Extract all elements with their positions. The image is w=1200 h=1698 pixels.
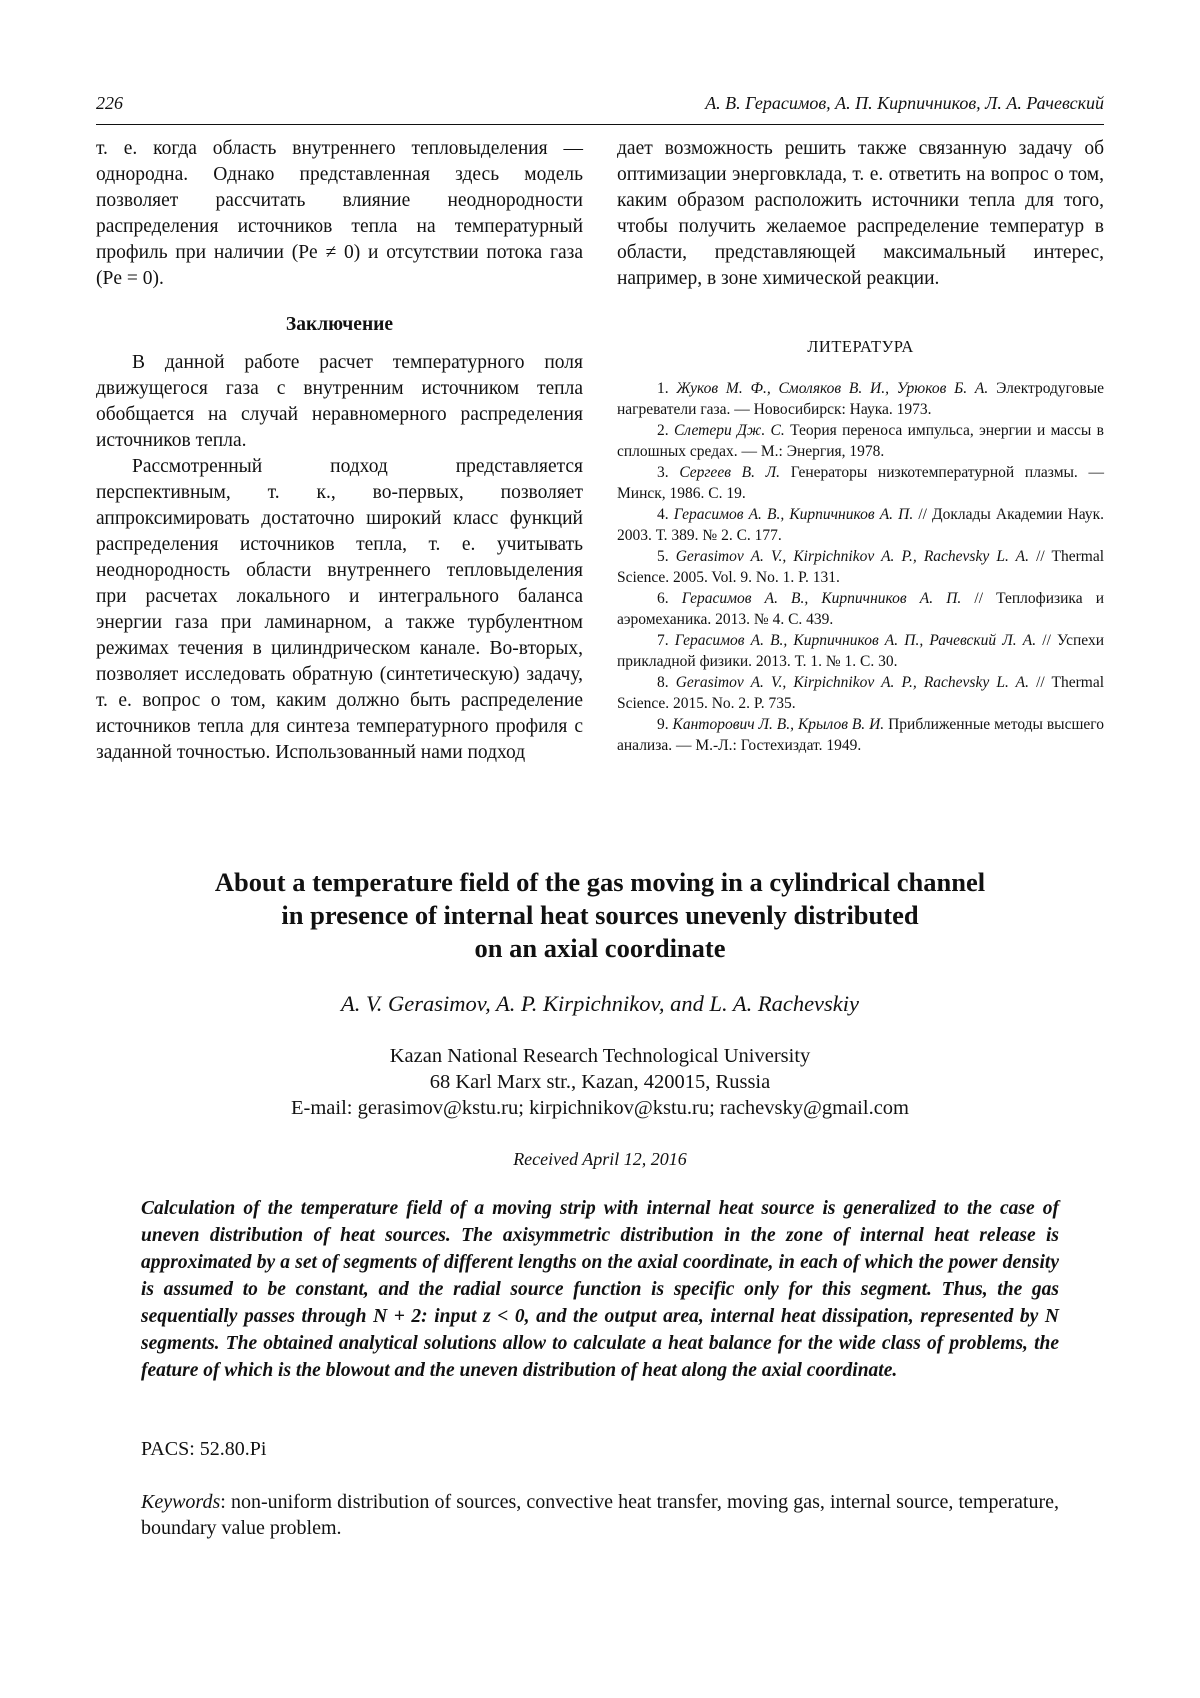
reference-text: Генераторы низкотемпературной плазмы. — Минск, 1986. С. 19. <box>617 464 1104 502</box>
reference-text: // Thermal Science. 2015. No. 2. P. 735. <box>617 674 1105 712</box>
references-list <box>617 378 1104 756</box>
reference-authors: Канторович Л. В., Крылов В. И. <box>672 716 885 733</box>
reference-text: // Thermal Science. 2005. Vol. 9. No. 1. P. 131. <box>617 548 1105 586</box>
reference-item: 2. Слетери Дж. С. Теория переноса импульса, энергии и массы в сплошных средах. — М.: Энергия, 1978. <box>617 422 1104 460</box>
right-paragraph-1: дает возможность решить также связанную задачу об оптимизации энерговклада, т. е. ответить на вопрос о том, каким образом расположить источники тепла для того, чтобы получить желаемое распределение температур в области, представляющей максимальный интерес, например, в зоне химической реакции. <box>617 138 1104 289</box>
affiliation-block <box>96 1043 1104 1121</box>
running-header <box>96 92 1104 114</box>
header-rule <box>96 124 1104 125</box>
reference-authors: Герасимов А. В., Кирпичников А. П. <box>673 506 914 523</box>
header-authors: А. В. Герасимов, А. П. Кирпичников, Л. А. Рачевский <box>705 93 1104 113</box>
left-paragraph-1: т. е. когда область внутреннего тепловыделения — однородна. Однако представленная здесь модель позволяет рассчитать влияние неоднородности распределения источников тепла на температурный профиль при наличии (Pe ≠ 0) и отсутствии потока газа (Pe = 0). <box>96 138 583 289</box>
reference-item: 7. Герасимов А. В., Кирпичников А. П., Рачевский Л. А. // Успехи прикладной физики. 2013. Т. 1. № 1. С. 30. <box>617 632 1105 670</box>
reference-text: Электродуговые нагреватели газа. — Новосибирск: Наука. 1973. <box>617 380 1105 418</box>
reference-item: 9. Канторович Л. В., Крылов В. И. Приближенные методы высшего анализа. — М.-Л.: Гостехиздат. 1949. <box>617 716 1104 754</box>
reference-text: // Теплофизика и аэромеханика. 2013. № 4. С. 439. <box>617 590 1105 628</box>
email-line: E-mail: gerasimov@kstu.ru; kirpichnikov@kstu.ru; rachevsky@gmail.com <box>291 1097 909 1119</box>
keywords-text: : non-uniform distribution of sources, convective heat transfer, moving gas, internal source, temperature, boundary value problem. <box>141 1491 1059 1539</box>
reference-item: 1. Жуков М. Ф., Смоляков В. И., Урюков Б. А. Электродуговые нагреватели газа. — Новосибирск: Наука. 1973. <box>617 380 1105 418</box>
reference-authors: Жуков М. Ф., Смоляков В. И., Урюков Б. А. <box>676 380 989 397</box>
reference-authors: Gerasimov A. V., Kirpichnikov A. P., Rachevsky L. A. <box>675 674 1029 691</box>
english-authors: A. V. Gerasimov, A. P. Kirpichnikov, and L. A. Rachevskiy <box>340 991 860 1016</box>
reference-text: Теория переноса импульса, энергии и массы в сплошных средах. — М.: Энергия, 1978. <box>617 422 1104 460</box>
received-date: Received April 12, 2016 <box>513 1149 687 1169</box>
reference-text: Приближенные методы высшего анализа. — М.-Л.: Гостехиздат. 1949. <box>617 716 1104 754</box>
reference-authors: Герасимов А. В., Кирпичников А. П., Рачевский Л. А. <box>674 632 1037 649</box>
reference-authors: Слетери Дж. С. <box>673 422 785 439</box>
keywords <box>141 1489 1059 1541</box>
abstract: Calculation of the temperature field of a moving strip with internal heat source is generalized to the case of uneven distribution of heat sources. The axisymmetric distribution in the zone of internal heat release is approximated by a set of segments of different lengths on the axial coordinate, in each of which the power density is assumed to be constant, and the radial source function is specific only for this segment. Thus, the gas sequentially passes through N + 2: input z < 0, and the output area, internal heat dissipation, represented by N segments. The obtained analytical solutions allow to calculate a heat balance for the wide class of problems, the feature of which is the blowout and the uneven distribution of heat along the axial coordinate. <box>141 1198 1059 1381</box>
reference-authors: Герасимов А. В., Кирпичников А. П. <box>681 590 962 607</box>
reference-text: // Успехи прикладной физики. 2013. Т. 1. № 1. С. 30. <box>617 632 1105 670</box>
title-line-1: About a temperature field of the gas moving in a cylindrical channel <box>214 867 986 897</box>
reference-item: 3. Сергеев В. Л. Генераторы низкотемпературной плазмы. — Минск, 1986. С. 19. <box>617 464 1104 502</box>
page-number: 226 <box>96 93 123 113</box>
left-paragraph-3: Рассмотренный подход представляется перспективным, т. к., во-первых, позволяет аппроксимировать достаточно широкий класс функций распределения источников тепла, т. е. учитывать неоднородность области внутреннего тепловыделения при расчетах локального и интегрального баланса энергии газа при ламинарном, а также турбулентном режимах течения в цилиндрическом канале. Во-вторых, позволяет исследовать обратную (синтетическую) задачу, т. е. вопрос о том, каким должно быть распределение источников тепла для синтеза температурного профиля с заданной точностью. Использованный нами подход <box>96 456 583 763</box>
english-title <box>96 866 1104 965</box>
address: 68 Karl Marx str., Kazan, 420015, Russia <box>429 1071 771 1093</box>
reference-authors: Gerasimov A. V., Kirpichnikov A. P., Rachevsky L. A. <box>675 548 1029 565</box>
reference-item: 5. Gerasimov A. V., Kirpichnikov A. P., Rachevsky L. A. // Thermal Science. 2005. Vol. 9. No. 1. P. 131. <box>617 548 1105 586</box>
left-paragraph-2: В данной работе расчет температурного поля движущегося газа с внутренним источником тепла обобщается на случай неравномерного распределения источников тепла. <box>96 352 583 451</box>
keywords-label: Keywords <box>141 1491 221 1513</box>
left-column <box>96 136 583 766</box>
title-line-3: on an axial coordinate <box>474 933 726 963</box>
reference-item: 6. Герасимов А. В., Кирпичников А. П. // Теплофизика и аэромеханика. 2013. № 4. С. 439. <box>617 590 1105 628</box>
reference-item: 8. Gerasimov A. V., Kirpichnikov A. P., Rachevsky L. A. // Thermal Science. 2015. No. 2. P. 735. <box>617 674 1105 712</box>
title-line-2: in presence of internal heat sources unevenly distributed <box>281 900 919 930</box>
pacs-code: PACS: 52.80.Pi <box>141 1438 267 1460</box>
reference-authors: Сергеев В. Л. <box>679 464 781 481</box>
conclusion-heading: Заключение <box>285 314 394 335</box>
reference-item: 4. Герасимов А. В., Кирпичников А. П. // Доклады Академии Наук. 2003. Т. 389. № 2. С. 177. <box>617 506 1105 544</box>
affiliation: Kazan National Research Technological University <box>389 1045 811 1067</box>
reference-text: // Доклады Академии Наук. 2003. Т. 389. № 2. С. 177. <box>617 506 1105 544</box>
references-heading: ЛИТЕРАТУРА <box>807 337 914 356</box>
right-column <box>617 136 1104 756</box>
